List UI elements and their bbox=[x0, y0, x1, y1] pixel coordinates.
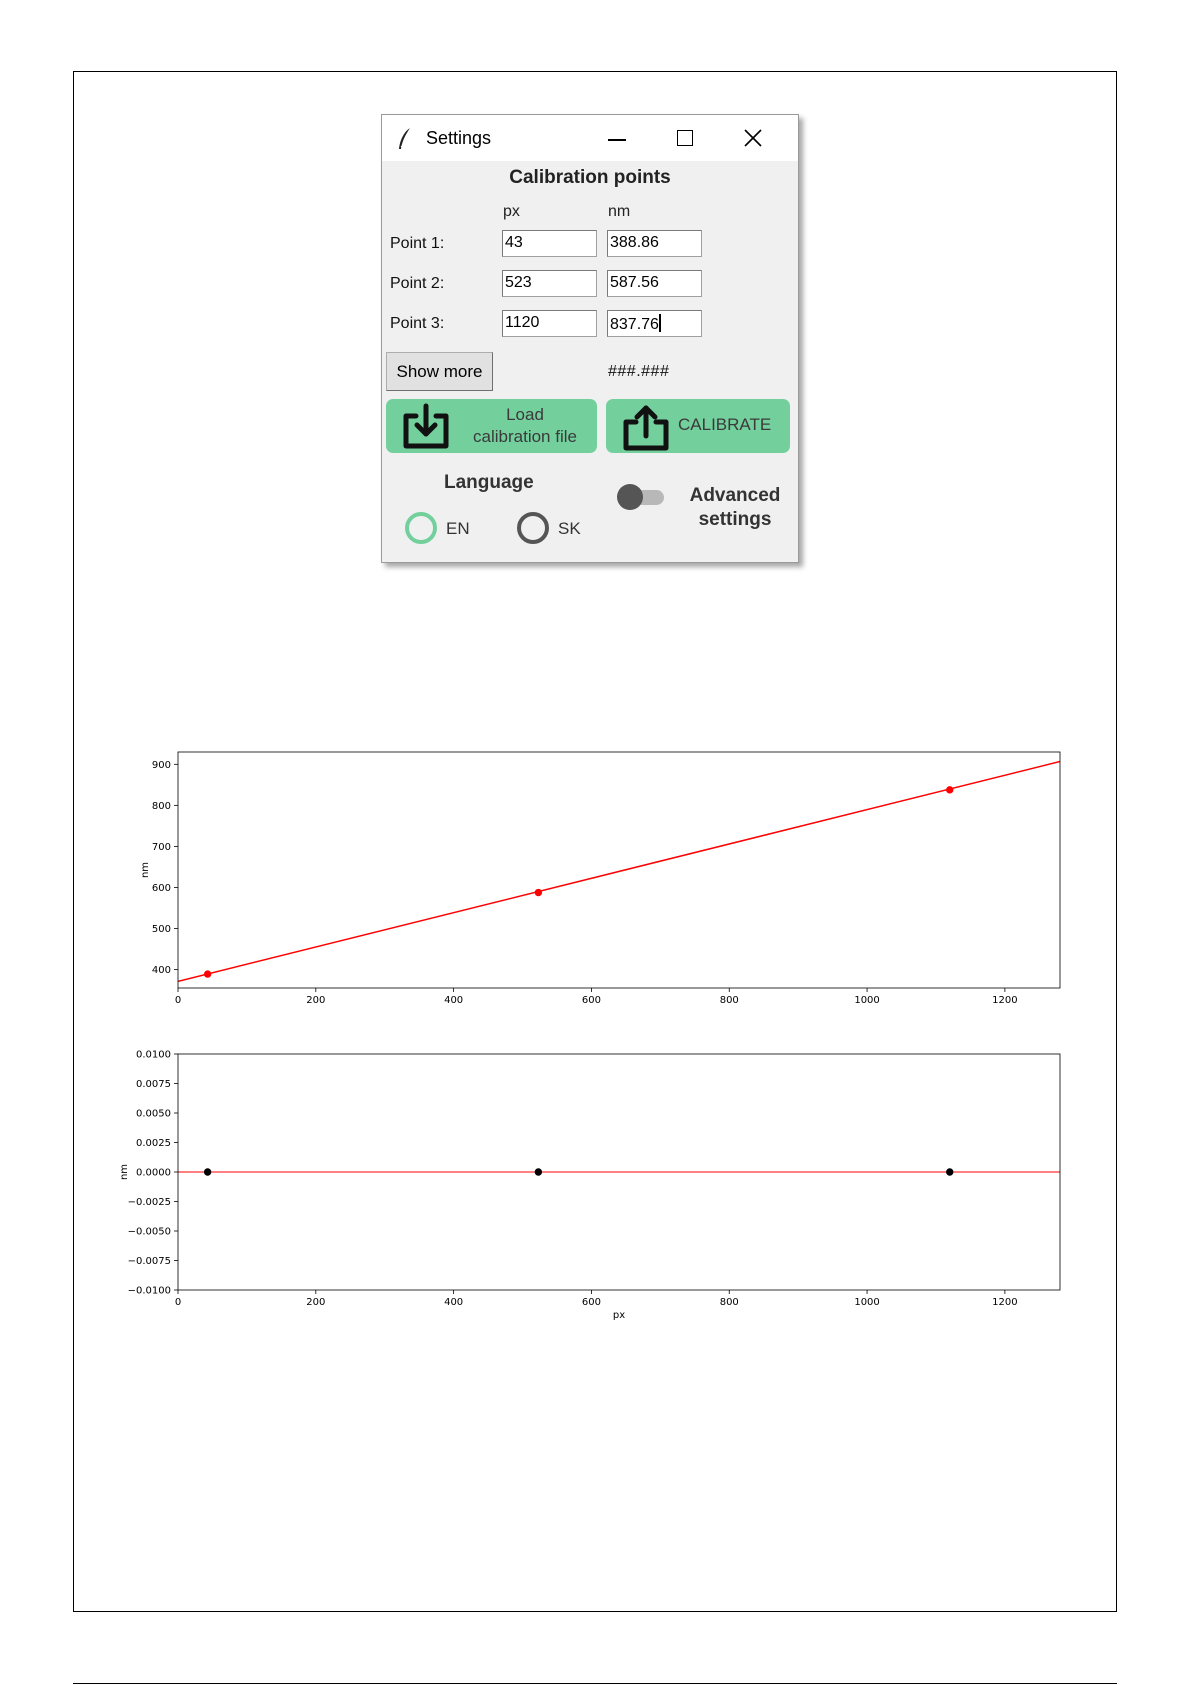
calibrate-button-label: CALIBRATE bbox=[678, 415, 772, 434]
x-tick-label: 400 bbox=[444, 995, 464, 1006]
fit-line bbox=[178, 762, 1060, 982]
calibration-fit-chart bbox=[122, 740, 1072, 1012]
point-1-px-input[interactable]: 43 bbox=[502, 230, 597, 257]
residuals-chart bbox=[119, 1018, 1072, 1321]
x-tick-label: 600 bbox=[581, 1297, 601, 1308]
text-caret bbox=[659, 314, 661, 332]
minimize-button[interactable] bbox=[586, 115, 648, 161]
load-button-line2: calibration file bbox=[473, 427, 577, 446]
x-tick-label: 1200 bbox=[992, 1297, 1018, 1308]
download-icon bbox=[400, 402, 452, 452]
calibrate-button[interactable] bbox=[606, 399, 790, 453]
load-button-line1: Load bbox=[506, 405, 544, 424]
data-point bbox=[947, 787, 953, 793]
data-point bbox=[204, 971, 210, 977]
y-tick-label: 400 bbox=[151, 965, 171, 977]
y-tick-label: 900 bbox=[151, 759, 171, 771]
point-2-label: Point 2: bbox=[390, 275, 445, 292]
y-tick-label: 800 bbox=[151, 800, 171, 812]
close-icon bbox=[744, 129, 762, 147]
data-point bbox=[535, 1169, 541, 1175]
language-title: Language bbox=[444, 472, 534, 493]
advanced-label-line1: Advanced bbox=[689, 485, 781, 506]
x-tick-label: 0 bbox=[174, 1297, 182, 1308]
radio-en-label[interactable]: EN bbox=[446, 519, 470, 538]
y-tick-label: 0.0075 bbox=[136, 1079, 171, 1090]
maximize-button[interactable] bbox=[654, 115, 716, 161]
point-3-nm-value: 837.76 bbox=[610, 316, 659, 333]
title-bar[interactable] bbox=[382, 115, 798, 161]
close-button[interactable] bbox=[722, 115, 784, 161]
y-tick-label: 0.0025 bbox=[136, 1138, 171, 1149]
point-2-nm-input[interactable]: 587.56 bbox=[607, 270, 702, 297]
show-more-button[interactable]: Show more bbox=[386, 352, 493, 391]
y-tick-label: −0.0025 bbox=[127, 1197, 171, 1208]
load-button-label bbox=[460, 404, 590, 448]
x-tick-label: 0 bbox=[174, 995, 182, 1006]
data-point bbox=[204, 1169, 210, 1175]
advanced-settings-label bbox=[680, 484, 790, 532]
y-tick-label: −0.0100 bbox=[127, 1285, 171, 1297]
x-tick-label: 600 bbox=[581, 995, 601, 1006]
window-title: Settings bbox=[426, 128, 492, 148]
x-tick-label: 800 bbox=[719, 995, 739, 1006]
point-1-nm-input[interactable]: 388.86 bbox=[607, 230, 702, 257]
column-header-nm: nm bbox=[608, 203, 631, 220]
data-point bbox=[947, 1169, 953, 1175]
y-tick-label: 500 bbox=[151, 923, 171, 935]
advanced-settings-toggle[interactable] bbox=[616, 482, 668, 512]
column-header-px: px bbox=[503, 203, 520, 220]
upload-icon bbox=[620, 402, 672, 452]
y-axis-label: nm bbox=[119, 1163, 130, 1181]
x-tick-label: 1000 bbox=[854, 995, 880, 1006]
feather-icon bbox=[396, 127, 414, 151]
x-tick-label: 800 bbox=[719, 1297, 739, 1308]
x-tick-label: 1000 bbox=[854, 1297, 880, 1308]
load-calibration-button[interactable] bbox=[386, 399, 597, 453]
y-tick-label: 600 bbox=[151, 882, 171, 894]
point-1-label: Point 1: bbox=[390, 235, 445, 252]
page-footer-rule bbox=[73, 1683, 1117, 1684]
radio-sk[interactable] bbox=[516, 511, 550, 545]
plot-area bbox=[178, 1169, 1060, 1175]
point-3-nm-input[interactable] bbox=[607, 310, 702, 337]
y-tick-label: −0.0050 bbox=[127, 1226, 171, 1238]
plot-frame bbox=[178, 752, 1060, 988]
point-2-px-input[interactable]: 523 bbox=[502, 270, 597, 297]
y-tick-label: 0.0000 bbox=[136, 1167, 171, 1179]
y-tick-label: 700 bbox=[151, 841, 171, 853]
x-axis-label: px bbox=[612, 1310, 626, 1321]
y-tick-label: 0.0050 bbox=[136, 1108, 171, 1120]
point-3-px-input[interactable]: 1120 bbox=[502, 310, 597, 337]
result-readout: ###.### bbox=[608, 363, 670, 380]
advanced-label-line2: settings bbox=[698, 509, 772, 530]
section-title: Calibration points bbox=[509, 167, 671, 188]
x-tick-label: 200 bbox=[306, 995, 326, 1006]
radio-sk-label[interactable]: SK bbox=[558, 519, 581, 538]
point-3-label: Point 3: bbox=[390, 315, 445, 332]
data-point bbox=[535, 889, 541, 895]
y-axis-label: nm bbox=[140, 861, 151, 879]
x-tick-label: 200 bbox=[306, 1297, 326, 1308]
y-tick-label: −0.0075 bbox=[127, 1256, 171, 1267]
plot-area bbox=[178, 762, 1060, 982]
y-tick-label: 0.0100 bbox=[136, 1049, 171, 1061]
x-tick-label: 1200 bbox=[992, 995, 1018, 1006]
settings-window bbox=[381, 114, 799, 563]
radio-en[interactable] bbox=[404, 511, 438, 545]
x-tick-label: 400 bbox=[444, 1297, 464, 1308]
